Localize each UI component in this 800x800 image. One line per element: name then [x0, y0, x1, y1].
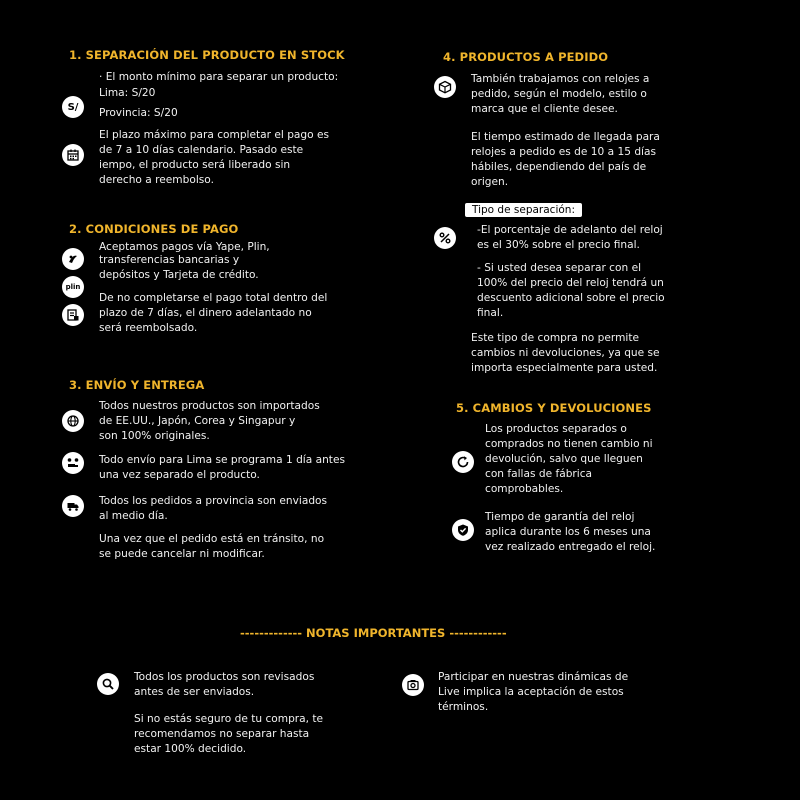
calendar-icon [62, 144, 84, 166]
s5-paragraph-2: Tiempo de garantía del reloj aplica durante los 6 meses una vez realizado entregado el reloj. [485, 511, 656, 553]
notes-paragraph-1: Todos los productos son revisados antes de ser enviados. [134, 671, 315, 698]
s1-line-3: Provincia: S/20 [99, 107, 178, 119]
s5-paragraph-1: Los productos separados o comprados no tienen cambio ni devolución, salvo que lleguen con fallas de fábrica comprobables. [485, 423, 653, 495]
s4-paragraph-1: También trabajamos con relojes a pedido, según el modelo, estilo o marca que el cliente desee. [471, 73, 650, 115]
currency-icon-label: S/ [67, 101, 79, 113]
s2-paragraph-1: Aceptamos pagos vía Yape, Plin, transferencias bancarias y depósitos y Tarjeta de crédito. [99, 241, 270, 281]
section-2-title: 2. CONDICIONES DE PAGO [69, 222, 239, 236]
percent-icon [434, 227, 456, 249]
section-4-title: 4. PRODUCTOS A PEDIDO [443, 50, 609, 64]
s4-paragraph-3: -El porcentaje de adelanto del reloj es el 30% sobre el precio final. [477, 224, 663, 251]
s3-paragraph-1: Todos nuestros productos son importados de EE.UU., Japón, Corea y Singapur y son 100% originales. [99, 400, 320, 442]
section-5-title: 5. CAMBIOS Y DEVOLUCIONES [456, 401, 652, 415]
delivery-route-icon [62, 452, 84, 474]
s4-paragraph-5: Este tipo de compra no permite cambios ni devoluciones, ya que se importa especialmente para usted. [471, 332, 660, 374]
live-camera-icon [402, 674, 424, 696]
truck-icon [62, 495, 84, 517]
s3-paragraph-4: Una vez que el pedido está en tránsito, no se puede cancelar ni modificar. [99, 533, 325, 560]
section-1-title: 1. SEPARACIÓN DEL PRODUCTO EN STOCK [69, 48, 345, 62]
globe-icon [62, 410, 84, 432]
s4-paragraph-2: El tiempo estimado de llegada para relojes a pedido es de 10 a 15 días hábiles, dependiendo del país de origen. [471, 131, 660, 188]
s1-paragraph-2: El plazo máximo para completar el pago es de 7 a 10 días calendario. Pasado este iempo, el producto será liberado sin derecho a reembolso. [99, 129, 330, 186]
s4-paragraph-4: - Si usted desea separar con el 100% del precio del reloj tendrá un descuento adicional sobre el precio final. [477, 262, 665, 319]
shield-check-icon [452, 519, 474, 541]
package-icon [434, 76, 456, 98]
bank-transfer-icon [62, 304, 84, 326]
s1-line-2: Lima: S/20 [99, 87, 156, 99]
magnifier-icon [97, 673, 119, 695]
yape-icon [62, 248, 84, 270]
s3-paragraph-3: Todos los pedidos a provincia son enviados al medio día. [99, 495, 328, 522]
plin-icon-label: plin [65, 283, 81, 291]
separation-type-label: Tipo de separación: [465, 203, 582, 217]
s1-line-1: · El monto mínimo para separar un producto: [99, 71, 339, 83]
section-3-title: 3. ENVÍO Y ENTREGA [69, 378, 205, 392]
plin-icon [62, 276, 84, 298]
notes-paragraph-3: Participar en nuestras dinámicas de Live implica la aceptación de estos términos. [438, 671, 629, 713]
notes-title: ------------- NOTAS IMPORTANTES ------------ [240, 626, 507, 640]
s2-paragraph-2: De no completarse el pago total dentro del plazo de 7 días, el dinero adelantado no será reembolsado. [99, 292, 328, 334]
s3-paragraph-2: Todo envío para Lima se programa 1 día antes una vez separado el producto. [99, 454, 345, 481]
notes-paragraph-2: Si no estás seguro de tu compra, te recomendamos no separar hasta estar 100% decidido. [134, 713, 324, 755]
currency-icon [62, 96, 84, 118]
return-icon [452, 451, 474, 473]
